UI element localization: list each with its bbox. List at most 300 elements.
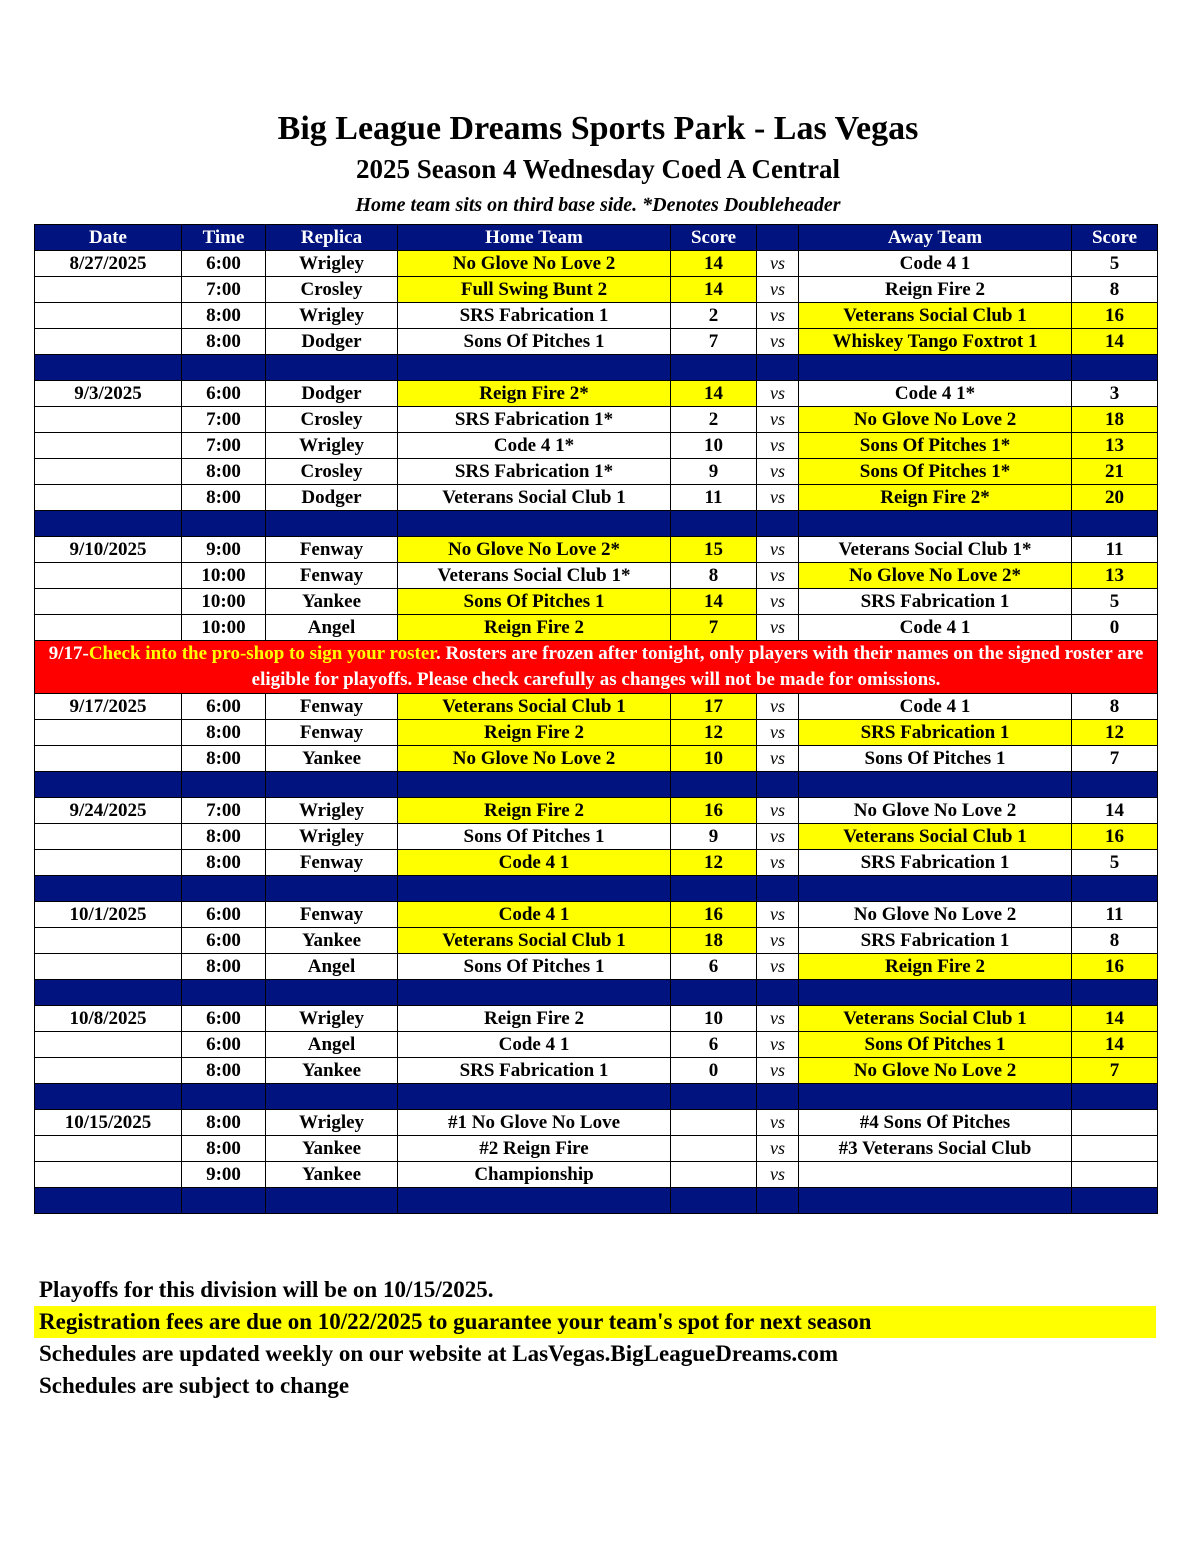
separator-cell [266,1084,398,1110]
table-row [35,798,1158,824]
roster-notice [35,641,1158,694]
notice-prefix: 9/17- [48,643,89,664]
week-separator [35,511,1158,537]
away-team: Code 4 1* [799,381,1072,407]
game-time: 7:00 [182,433,266,459]
home-team: SRS Fabrication 1 [398,303,671,329]
game-time: 10:00 [182,589,266,615]
game-date: 9/24/2025 [35,798,182,824]
vs-label: vs [757,589,799,615]
away-team: Veterans Social Club 1 [799,303,1072,329]
game-time: 8:00 [182,1136,266,1162]
separator-cell [266,980,398,1006]
home-team: Sons Of Pitches 1 [398,589,671,615]
game-replica: Yankee [266,1162,398,1188]
game-time: 6:00 [182,1032,266,1058]
separator-cell [35,772,182,798]
game-date [35,303,182,329]
vs-label: vs [757,459,799,485]
away-team: Veterans Social Club 1 [799,824,1072,850]
home-score: 16 [671,798,757,824]
away-score: 13 [1072,563,1158,589]
vs-label: vs [757,1110,799,1136]
away-team: SRS Fabrication 1 [799,928,1072,954]
away-team: Whiskey Tango Foxtrot 1 [799,329,1072,355]
away-score [1072,1162,1158,1188]
separator-cell [35,1188,182,1214]
away-score: 11 [1072,902,1158,928]
home-team: Reign Fire 2 [398,720,671,746]
home-team: Reign Fire 2 [398,615,671,641]
game-date [35,459,182,485]
game-date [35,824,182,850]
away-team: Code 4 1 [799,615,1072,641]
table-row [35,1058,1158,1084]
game-time: 8:00 [182,459,266,485]
separator-cell [1072,980,1158,1006]
away-score: 12 [1072,720,1158,746]
separator-cell [757,772,799,798]
table-row [35,850,1158,876]
away-score: 21 [1072,459,1158,485]
separator-cell [671,1188,757,1214]
vs-label: vs [757,720,799,746]
game-replica: Wrigley [266,798,398,824]
home-team: No Glove No Love 2 [398,251,671,277]
table-row [35,329,1158,355]
game-date: 10/15/2025 [35,1110,182,1136]
separator-cell [799,355,1072,381]
away-team: No Glove No Love 2 [799,798,1072,824]
vs-label: vs [757,485,799,511]
away-score: 5 [1072,589,1158,615]
away-team: Reign Fire 2 [799,277,1072,303]
away-team: No Glove No Love 2 [799,407,1072,433]
table-row [35,615,1158,641]
col-header-date: Date [35,225,182,251]
game-date [35,1136,182,1162]
game-replica: Wrigley [266,303,398,329]
home-team: Code 4 1 [398,1032,671,1058]
separator-cell [757,876,799,902]
home-team: #1 No Glove No Love [398,1110,671,1136]
game-time: 6:00 [182,928,266,954]
game-replica: Dodger [266,381,398,407]
away-score: 14 [1072,1006,1158,1032]
home-score: 14 [671,381,757,407]
game-date [35,850,182,876]
game-date: 8/27/2025 [35,251,182,277]
game-date [35,485,182,511]
game-time: 6:00 [182,251,266,277]
away-score: 8 [1072,277,1158,303]
home-team: #2 Reign Fire [398,1136,671,1162]
vs-label: vs [757,381,799,407]
table-row [35,485,1158,511]
home-team: Reign Fire 2 [398,1006,671,1032]
table-row [35,954,1158,980]
table-row [35,1006,1158,1032]
vs-label: vs [757,954,799,980]
table-row [35,720,1158,746]
table-row [35,251,1158,277]
separator-cell [1072,511,1158,537]
game-date [35,277,182,303]
home-team: Sons Of Pitches 1 [398,824,671,850]
separator-cell [266,1188,398,1214]
away-team: Sons Of Pitches 1* [799,459,1072,485]
home-team: Reign Fire 2 [398,798,671,824]
away-team: Veterans Social Club 1* [799,537,1072,563]
game-time: 8:00 [182,303,266,329]
game-date [35,433,182,459]
away-team: SRS Fabrication 1 [799,589,1072,615]
vs-label: vs [757,329,799,355]
away-score: 8 [1072,694,1158,720]
roster-notice-row [35,641,1158,694]
table-row [35,433,1158,459]
home-team: Veterans Social Club 1 [398,485,671,511]
home-team: Veterans Social Club 1* [398,563,671,589]
game-date [35,615,182,641]
notice-highlight: Check into the pro-shop to sign your roster [88,643,436,664]
game-replica: Fenway [266,850,398,876]
home-team: Championship [398,1162,671,1188]
home-score [671,1136,757,1162]
vs-label: vs [757,1136,799,1162]
col-header-vs [757,225,799,251]
home-team: No Glove No Love 2* [398,537,671,563]
game-replica: Wrigley [266,251,398,277]
away-score: 16 [1072,824,1158,850]
vs-label: vs [757,1006,799,1032]
away-score: 11 [1072,537,1158,563]
game-time: 7:00 [182,798,266,824]
separator-cell [35,980,182,1006]
game-date [35,407,182,433]
game-time: 9:00 [182,537,266,563]
table-row [35,537,1158,563]
vs-label: vs [757,694,799,720]
away-team: Reign Fire 2 [799,954,1072,980]
vs-label: vs [757,251,799,277]
game-date [35,1058,182,1084]
home-score: 2 [671,303,757,329]
separator-cell [35,511,182,537]
home-score: 16 [671,902,757,928]
home-score: 7 [671,615,757,641]
separator-cell [398,1188,671,1214]
away-team: No Glove No Love 2* [799,563,1072,589]
col-header-away-score: Score [1072,225,1158,251]
away-team [799,1162,1072,1188]
game-time: 8:00 [182,850,266,876]
separator-cell [757,1084,799,1110]
game-replica: Dodger [266,485,398,511]
playoffs-note: Playoffs for this division will be on 10/15/2025. [39,1277,494,1302]
table-row [35,928,1158,954]
table-row [35,1110,1158,1136]
separator-cell [266,355,398,381]
game-replica: Wrigley [266,1006,398,1032]
game-time: 10:00 [182,615,266,641]
game-replica: Crosley [266,459,398,485]
vs-label: vs [757,928,799,954]
home-score [671,1162,757,1188]
col-header-replica: Replica [266,225,398,251]
game-date: 10/1/2025 [35,902,182,928]
home-team: Sons Of Pitches 1 [398,329,671,355]
game-replica: Dodger [266,329,398,355]
vs-label: vs [757,824,799,850]
home-team: Code 4 1 [398,902,671,928]
away-team: Sons Of Pitches 1* [799,433,1072,459]
page-subtitle: 2025 Season 4 Wednesday Coed A Central [355,154,841,184]
game-time: 8:00 [182,824,266,850]
week-separator [35,772,1158,798]
separator-cell [182,980,266,1006]
week-separator [35,1084,1158,1110]
separator-cell [266,876,398,902]
separator-cell [799,772,1072,798]
game-time: 8:00 [182,720,266,746]
home-score: 9 [671,459,757,485]
game-replica: Crosley [266,407,398,433]
game-time: 8:00 [182,329,266,355]
game-time: 10:00 [182,563,266,589]
game-replica: Fenway [266,694,398,720]
home-score: 18 [671,928,757,954]
away-score [1072,1110,1158,1136]
separator-cell [671,355,757,381]
col-header-time: Time [182,225,266,251]
col-header-away-team: Away Team [799,225,1072,251]
game-date [35,928,182,954]
game-replica: Yankee [266,589,398,615]
separator-cell [182,876,266,902]
away-score: 5 [1072,251,1158,277]
vs-label: vs [757,407,799,433]
game-replica: Angel [266,615,398,641]
separator-cell [799,511,1072,537]
separator-cell [799,876,1072,902]
separator-cell [182,355,266,381]
table-row [35,824,1158,850]
away-team: Code 4 1 [799,251,1072,277]
separator-cell [671,980,757,1006]
vs-label: vs [757,902,799,928]
home-score: 10 [671,1006,757,1032]
home-score: 10 [671,746,757,772]
game-time: 6:00 [182,902,266,928]
game-replica: Wrigley [266,1110,398,1136]
separator-cell [671,876,757,902]
table-row [35,407,1158,433]
home-score [671,1110,757,1136]
table-row [35,746,1158,772]
game-date [35,954,182,980]
separator-cell [398,772,671,798]
away-team: #3 Veterans Social Club [799,1136,1072,1162]
table-row [35,381,1158,407]
vs-label: vs [757,1058,799,1084]
home-team: SRS Fabrication 1* [398,407,671,433]
registration-note: Registration fees are due on 10/22/2025 to guarantee your team's spot for next season [34,1306,1156,1338]
game-replica: Yankee [266,746,398,772]
separator-cell [182,772,266,798]
game-date [35,329,182,355]
table-header-row [35,225,1158,251]
vs-label: vs [757,798,799,824]
away-team: SRS Fabrication 1 [799,850,1072,876]
vs-label: vs [757,537,799,563]
away-score: 16 [1072,954,1158,980]
game-replica: Yankee [266,1058,398,1084]
separator-cell [398,355,671,381]
away-team: Reign Fire 2* [799,485,1072,511]
table-row [35,694,1158,720]
away-score: 8 [1072,928,1158,954]
home-score: 11 [671,485,757,511]
home-team: Sons Of Pitches 1 [398,954,671,980]
week-separator [35,1188,1158,1214]
game-replica: Yankee [266,928,398,954]
away-score: 3 [1072,381,1158,407]
game-date: 9/3/2025 [35,381,182,407]
game-replica: Fenway [266,563,398,589]
separator-cell [1072,876,1158,902]
away-team: No Glove No Love 2 [799,1058,1072,1084]
separator-cell [799,1084,1072,1110]
home-team: SRS Fabrication 1* [398,459,671,485]
away-team: SRS Fabrication 1 [799,720,1072,746]
game-replica: Fenway [266,537,398,563]
game-time: 7:00 [182,407,266,433]
separator-cell [671,772,757,798]
notice-text: . Rosters are frozen after tonight, only players with their names on the signed roster are eligible for playoffs. Please check carefully as changes will not be made for omissions. [251,643,1144,690]
game-date: 9/10/2025 [35,537,182,563]
separator-cell [757,1188,799,1214]
away-score: 7 [1072,746,1158,772]
separator-cell [1072,772,1158,798]
separator-cell [671,511,757,537]
game-replica: Angel [266,954,398,980]
game-time: 8:00 [182,954,266,980]
game-replica: Angel [266,1032,398,1058]
game-date [35,1032,182,1058]
separator-cell [398,876,671,902]
game-time: 8:00 [182,485,266,511]
col-header-home-score: Score [671,225,757,251]
home-score: 6 [671,954,757,980]
away-score: 16 [1072,303,1158,329]
away-team: Code 4 1 [799,694,1072,720]
separator-cell [799,1188,1072,1214]
game-date [35,720,182,746]
home-team: Code 4 1 [398,850,671,876]
game-date: 9/17/2025 [35,694,182,720]
game-replica: Fenway [266,720,398,746]
separator-cell [757,511,799,537]
home-score: 17 [671,694,757,720]
game-replica: Wrigley [266,433,398,459]
separator-cell [398,511,671,537]
separator-cell [398,980,671,1006]
away-score: 0 [1072,615,1158,641]
game-time: 8:00 [182,1110,266,1136]
game-time: 6:00 [182,381,266,407]
col-header-home-team: Home Team [398,225,671,251]
separator-cell [398,1084,671,1110]
game-time: 8:00 [182,1058,266,1084]
home-score: 14 [671,277,757,303]
website-note: Schedules are updated weekly on our website at LasVegas.BigLeagueDreams.com [39,1341,839,1366]
home-score: 15 [671,537,757,563]
separator-cell [1072,355,1158,381]
week-separator [35,980,1158,1006]
home-score: 10 [671,433,757,459]
table-row [35,1032,1158,1058]
home-score: 14 [671,251,757,277]
separator-cell [757,980,799,1006]
game-date [35,563,182,589]
table-row [35,277,1158,303]
separator-cell [1072,1084,1158,1110]
home-team: No Glove No Love 2 [398,746,671,772]
schedule-note: Home team sits on third base side. *Denotes Doubleheader [355,194,841,216]
away-team: Sons Of Pitches 1 [799,746,1072,772]
separator-cell [266,511,398,537]
schedule-table [34,224,1158,1214]
vs-label: vs [757,615,799,641]
game-time: 9:00 [182,1162,266,1188]
table-row [35,459,1158,485]
home-team: Reign Fire 2* [398,381,671,407]
separator-cell [35,355,182,381]
separator-cell [799,980,1072,1006]
away-score: 14 [1072,798,1158,824]
away-score: 14 [1072,329,1158,355]
table-row [35,1136,1158,1162]
separator-cell [35,1084,182,1110]
away-score: 14 [1072,1032,1158,1058]
schedule-body [35,251,1158,1214]
vs-label: vs [757,746,799,772]
game-date [35,746,182,772]
home-team: Veterans Social Club 1 [398,694,671,720]
table-row [35,303,1158,329]
table-row [35,589,1158,615]
game-time: 8:00 [182,746,266,772]
away-score: 7 [1072,1058,1158,1084]
game-date [35,1162,182,1188]
game-time: 7:00 [182,277,266,303]
vs-label: vs [757,1162,799,1188]
vs-label: vs [757,1032,799,1058]
separator-cell [182,1188,266,1214]
away-team: No Glove No Love 2 [799,902,1072,928]
separator-cell [182,511,266,537]
away-score [1072,1136,1158,1162]
game-time: 6:00 [182,694,266,720]
home-score: 14 [671,589,757,615]
home-score: 8 [671,563,757,589]
game-date [35,589,182,615]
separator-cell [35,876,182,902]
separator-cell [1072,1188,1158,1214]
game-replica: Wrigley [266,824,398,850]
away-team: Sons Of Pitches 1 [799,1032,1072,1058]
